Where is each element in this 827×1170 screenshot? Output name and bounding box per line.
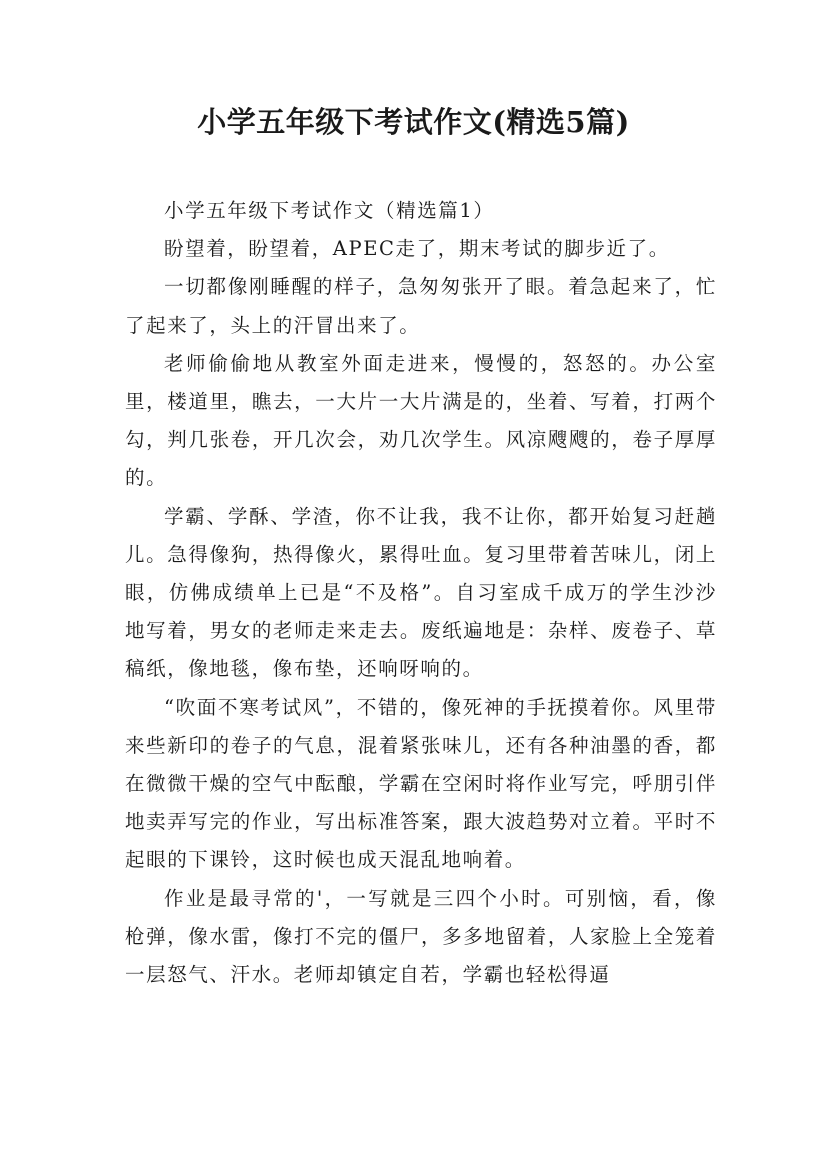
- paragraph: 老师偷偷地从教室外面走进来，慢慢的，怒怒的。办公室里，楼道里，瞧去，一大片一大片满是的，坐着、写着，打两个勾，判几张卷，开几次会，劝几次学生。风凉飕飕的，卷子厚厚的。: [125, 351, 717, 490]
- paragraph: 作业是最寻常的'，一写就是三四个小时。可别恼，看，像枪弹，像水雷，像打不完的僵尸，多多地留着，人家脸上全笼着一层怒气、汗水。老师却镇定自若，学霸也轻松得逼: [125, 886, 717, 987]
- paragraph: 学霸、学酥、学渣，你不让我，我不让你，都开始复习赶趟儿。急得像狗，热得像火，累得吐血。复习里带着苦味儿，闭上眼，仿佛成绩单上已是“不及格”。自习室成千成万的学生沙沙地写着，男女的老师走来走去。废纸遍地是：杂样、废卷子、草稿纸，像地毯，像布垫，还响呀响的。: [125, 504, 717, 681]
- document-body: [125, 192, 717, 994]
- paragraph: “吹面不寒考试风”，不错的，像死神的手抚摸着你。风里带来些新印的卷子的气息，混着紧张味儿，还有各种油墨的香，都在微微干燥的空气中酝酿，学霸在空闲时将作业写完，呼朋引伴地卖弄写完的作业，写出标准答案，跟大波趋势对立着。平时不起眼的下课铃，这时候也成天混乱地响着。: [125, 695, 717, 872]
- paragraph: 一切都像刚睡醒的样子，急匆匆张开了眼。着急起来了，忙了起来了，头上的汗冒出来了。: [125, 275, 717, 337]
- essay-subtitle: 小学五年级下考试作文（精选篇1）: [164, 199, 495, 222]
- paragraph: 盼望着，盼望着，APEC走了，期末考试的脚步近了。: [164, 237, 670, 261]
- document-title: 小学五年级下考试作文(精选5篇): [197, 105, 630, 139]
